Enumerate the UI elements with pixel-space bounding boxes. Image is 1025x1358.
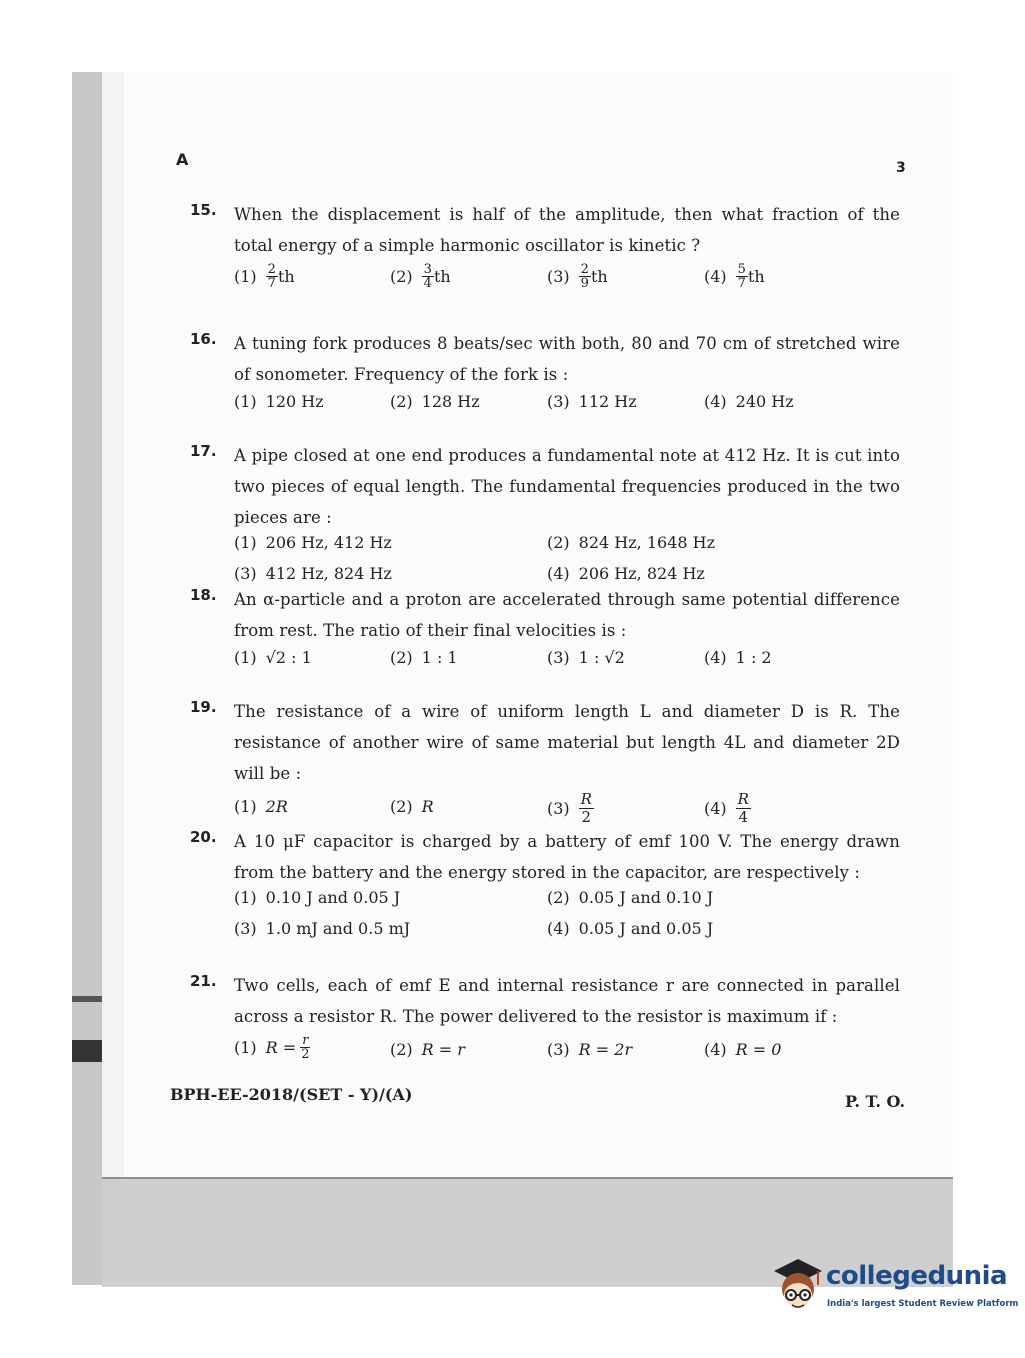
option-3: (3) 412 Hz, 824 Hz	[234, 564, 392, 583]
option-1: (1) $\frac{2}{7}$ th	[234, 262, 295, 291]
options	[234, 263, 900, 307]
question-number: 19.	[190, 698, 217, 716]
option-4: (4) 240 Hz	[704, 392, 794, 411]
option-3: (3) $\frac{2}{9}$ th	[547, 262, 608, 291]
question-number: 16.	[190, 330, 217, 348]
option-2: (2) 0.05 J and 0.10 J	[547, 888, 714, 907]
option-1: (1) R = $\frac{r}{2}$	[234, 1033, 310, 1062]
option-3: (3) 112 Hz	[547, 392, 637, 411]
page-turn-note: P. T. O.	[845, 1092, 906, 1111]
option-3: (3) $\frac{R}{2}$	[547, 790, 592, 826]
option-1: (1) 0.10 J and 0.05 J	[234, 888, 401, 907]
option-4: (4) R = 0	[704, 1040, 782, 1059]
question-21	[190, 970, 900, 1078]
option-4: (4) 206 Hz, 824 Hz	[547, 564, 705, 583]
option-2: (2) 1 : 1	[390, 648, 458, 667]
options-row	[234, 919, 900, 950]
brand-name: collegedunia	[826, 1261, 1008, 1291]
option-3: (3) R = 2r	[547, 1040, 633, 1059]
option-1: (1) 2R	[234, 797, 288, 816]
option-4: (4) 1 : 2	[704, 648, 772, 667]
question-15	[190, 199, 900, 307]
page-number: 3	[896, 160, 906, 176]
option-3: (3) 1.0 mJ and 0.5 mJ	[234, 919, 411, 938]
option-4: (4) $\frac{5}{7}$ th	[704, 262, 765, 291]
scan-edge	[72, 72, 102, 1285]
option-4: (4) 0.05 J and 0.05 J	[547, 919, 714, 938]
option-2: (2) 128 Hz	[390, 392, 480, 411]
option-2: (2) 824 Hz, 1648 Hz	[547, 533, 716, 552]
question-text: When the displacement is half of the amplitude, then what fraction of the total energy of a simple harmonic oscillator is kinetic ?	[234, 205, 900, 255]
question-number: 18.	[190, 586, 217, 604]
option-1: (1) 206 Hz, 412 Hz	[234, 533, 392, 552]
section-letter: A	[176, 150, 189, 169]
question-text: The resistance of a wire of uniform length L and diameter D is R. The resistance of another wire of same material but length 4L and diameter 2D will be :	[234, 702, 900, 783]
collegedunia-watermark	[768, 1255, 1019, 1325]
option-1: (1) 120 Hz	[234, 392, 324, 411]
question-19	[190, 696, 900, 839]
option-2: (2) R = r	[390, 1040, 465, 1059]
options-row	[234, 888, 900, 919]
paper-code: BPH-EE-2018/(SET - Y)/(A)	[170, 1085, 413, 1104]
question-text: Two cells, each of emf E and internal resistance r are connected in parallel across a resistor R. The power delivered to the resistor is maximum if :	[234, 976, 900, 1026]
question-number: 20.	[190, 828, 217, 846]
question-text: A 10 μF capacitor is charged by a battery of emf 100 V. The energy drawn from the battery and the energy stored in the capacitor, are respectively :	[234, 832, 900, 882]
question-18	[190, 584, 900, 684]
question-number: 21.	[190, 972, 217, 990]
option-3: (3) 1 : √2	[547, 648, 625, 667]
brand-tagline: India's largest Student Review Platform	[827, 1299, 1019, 1309]
mascot-icon	[768, 1255, 824, 1317]
option-2: (2) R	[390, 797, 434, 816]
question-17	[190, 440, 900, 595]
scan-mark	[72, 1040, 102, 1062]
question-text: An α-particle and a proton are accelerated through same potential difference from rest. The ratio of their final velocities is :	[234, 590, 900, 640]
question-number: 17.	[190, 442, 217, 460]
option-4: (4) $\frac{R}{4}$	[704, 790, 749, 826]
question-20	[190, 826, 900, 950]
option-2: (2) $\frac{3}{4}$ th	[390, 262, 451, 291]
options-row	[234, 533, 900, 564]
options	[234, 648, 900, 684]
question-16	[190, 328, 900, 428]
scan-mark	[72, 996, 102, 1002]
question-text: A pipe closed at one end produces a fundamental note at 412 Hz. It is cut into two pieces of equal length. The fundamental frequencies produced in the two pieces are :	[234, 446, 900, 527]
question-number: 15.	[190, 201, 217, 219]
options	[234, 1034, 900, 1078]
question-text: A tuning fork produces 8 beats/sec with both, 80 and 70 cm of stretched wire of sonometer. Frequency of the fork is :	[234, 334, 900, 384]
option-1: (1) √2 : 1	[234, 648, 312, 667]
options	[234, 392, 900, 428]
